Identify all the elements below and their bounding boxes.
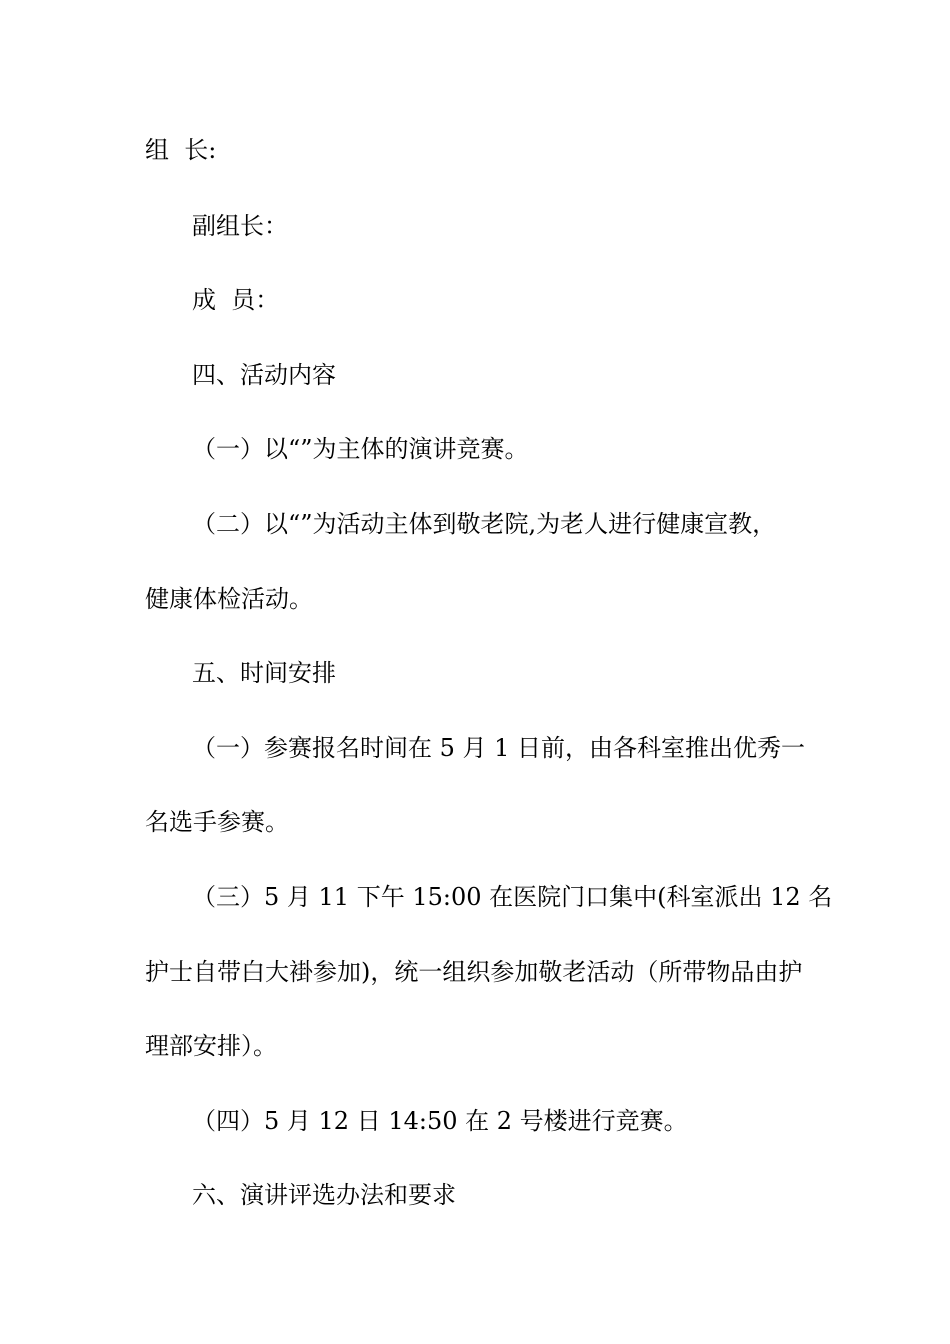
paragraph-line: （四）5 月 12 日 14:50 在 2 号楼进行竞赛。 — [192, 1107, 688, 1135]
section-heading-schedule: 五、时间安排 — [192, 659, 336, 687]
paragraph-line: 健康体检活动。 — [145, 585, 313, 613]
paragraph-line: （一）以“”为主体的演讲竞赛。 — [192, 435, 529, 463]
group-leader-line: 组 长: — [145, 136, 217, 164]
section-heading-activities: 四、活动内容 — [192, 361, 336, 389]
section-heading-speech-evaluation: 六、演讲评选办法和要求 — [192, 1181, 456, 1209]
deputy-leader-line: 副组长： — [192, 212, 288, 240]
paragraph-line: 名选手参赛。 — [145, 808, 289, 836]
paragraph-line: （一）参赛报名时间在 5 月 1 日前，由各科室推出优秀一 — [192, 734, 806, 762]
paragraph-line: （二）以“”为活动主体到敬老院,为老人进行健康宣教， — [192, 510, 777, 538]
members-line: 成 员： — [192, 286, 280, 314]
paragraph-line: （三）5 月 11 下午 15:00 在医院门口集中(科室派出 12 名 — [192, 883, 833, 911]
paragraph-line: 理部安排）。 — [145, 1032, 277, 1060]
paragraph-line: 护士自带白大褂参加)，统一组织参加敬老活动（所带物品由护 — [145, 958, 803, 986]
